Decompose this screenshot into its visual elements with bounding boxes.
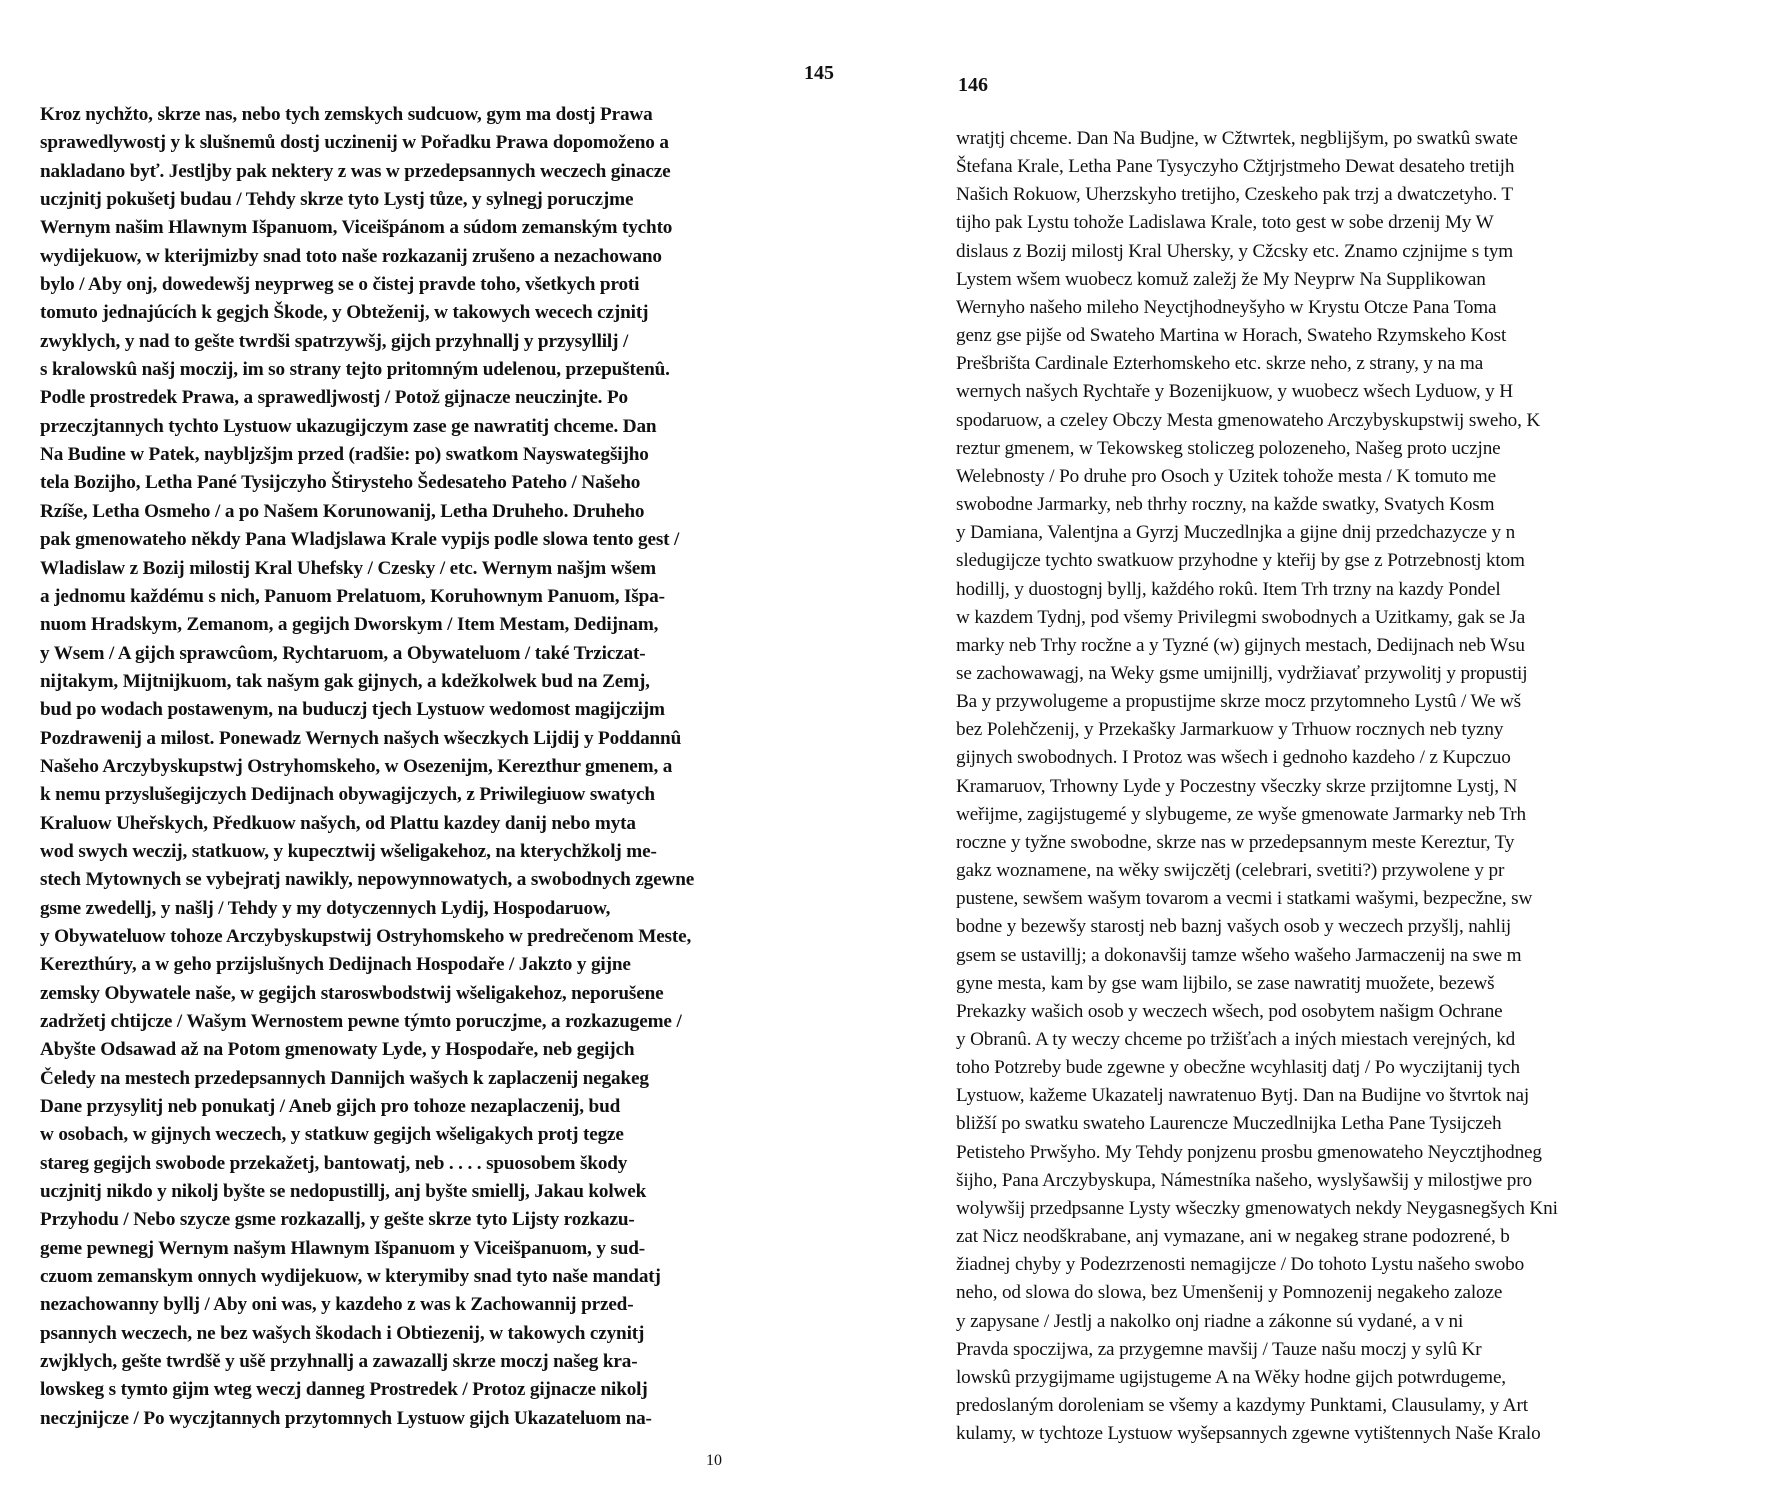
text-line: lowskeg s tymto gijm wteg weczj danneg Prostredek / Protoz gijnacze nikolj [40,1379,648,1401]
text-line: bližší po swatku swateho Laurencze Muczedlnijka Letha Pane Tysijczeh [956,1113,1502,1135]
text-line: dislaus z Bozij milostj Kral Uhersky, y Cžcsky etc. Znamo czjnijme s tym [956,240,1514,262]
text-line: Abyšte Odsawad až na Potom gmenowaty Lyde, y Hospodaře, neb gegijch [40,1039,635,1061]
text-line: neho, od slowa do slowa, bez Umenšenij y Pomnozenij negakeho zaloze [956,1282,1503,1304]
text-line: zat Nicz neodškrabane, anj vymazane, ani w negakeg strane podozrené, b [956,1226,1510,1248]
text-line: gsem se ustavillj; a dokonavšij tamze wšeho wašeho Jarmaczenij na swe m [956,944,1522,966]
text-line: wratjtj chceme. Dan Na Budjne, w Cžtwrtek, negblijšym, po swatkû swate [956,128,1518,149]
text-line: bodne y bezewšy starostj neb baznj vašych osob y weczech przyšlj, nahlij [956,916,1512,938]
text-line: psannych weczech, ne bez wašych škodach i Obtiezenij, w takowych czynitj [40,1322,645,1344]
text-line: predoslaným doroleniam se všemy a kazdymy Punktami, Clausulamy, y Art [956,1395,1528,1417]
text-line: gyne mesta, kam by gse wam lijbilo, se zase nawratitj muožete, bezewš [956,972,1495,994]
text-line: se zachowawagj, na Weky gsme umijnillj, vydržiavať przywolitj y propustij [956,662,1528,684]
text-line: Kramaruov, Trhowny Lyde y Poczestny všeczky skrze przijtomne Lystj, N [956,775,1518,797]
text-line: nakladano byť. Jestljby pak nektery z was w przedepsannych weczech ginacze [40,160,671,182]
text-line: lowskû przygijmame ugijstugeme A na Wěky hodne gijch potwrdugeme, [956,1366,1506,1388]
text-line: Kerezthúry, a w geho przijslušnych Dedijnach Hospodaře / Jakzto y gijne [40,954,631,976]
text-line: nijtakym, Mijtnijkuom, tak našym gak gijnych, a kdežkolwek bud na Zemj, [40,670,650,692]
text-line: Prešbrišta Cardinale Ezterhomskeho etc. skrze neho, z strany, y na ma [956,353,1484,375]
text-line: Na Budine w Patek, naybljzšjm przed (radšie: po) swatkom Nayswategšijho [40,444,649,466]
text-line: Štefana Krale, Letha Pane Tysyczyho Cžtjrjstmeho Dewat desateho tretijh [956,156,1515,178]
text-line: Našich Rokuow, Uherzskyho tretijho, Czeskeho pak trzj a dwatczetyho. T [956,184,1513,206]
text-line: gijnych swobodnych. I Protoz was wšech i gednoho kazdeho / z Kupczuo [956,747,1511,769]
left-page [40,0,842,1500]
text-line: Petisteho Prwšyho. My Tehdy ponjzenu prosbu gmenowateho Neycztjhodneg [956,1141,1542,1163]
text-line: weřijme, zagijstugemé y slybugeme, ze wyše gmenowate Jarmarky neb Trh [956,803,1526,825]
text-line: geme pewnegj Wernym našym Hlawnym Išpanuom y Viceišpanuom, y sud- [40,1237,646,1259]
text-line: Wernym našim Hlawnym Išpanuom, Viceišpánom a súdom zemanským tychto [40,217,673,239]
text-line: Lystuow, kažeme Ukazatelj nawratenuo Bytj. Dan na Budijne vo štvrtok naj [956,1085,1530,1107]
text-line: Przyhodu / Nebo szycze gsme rozkazallj, y gešte skrze tyto Lijsty rozkazu- [40,1209,635,1231]
text-line: zwyklych, y nad to gešte twrdši spatrzywšj, gijch przyhnallj y przysyllilj / [40,330,629,352]
text-line: nuom Hradskym, Zemanom, a gegijch Dworskym / Item Mestam, Dedijnam, [40,614,659,636]
signature-mark: 10 [706,1452,722,1469]
text-line: k nemu przyslušegijczych Dedijnach obywagijczych, z Priwilegiuow swatych [40,784,655,806]
text-line: stech Mytownych se vybejratj nawikly, nepowynnowatych, a swobodnych zgewne [40,869,695,891]
text-line: y Obranû. A ty weczy chceme po tržišťach a iných miestach verejných, kd [956,1029,1516,1050]
text-line: y Wsem / A gijch sprawcûom, Rychtaruom, a Obywateluom / také Trziczat- [40,642,646,664]
text-line: Ba y przywolugeme a propustijme skrze mocz przytomneho Lystû / We wš [956,691,1521,713]
right-page-text [956,125,1736,1448]
text-line: sledugijcze tychto swatkuow przyhodne y kteřij by gse z Potrzebnostj ktom [956,550,1525,572]
left-page-number: 145 [804,62,834,84]
text-line: šijho, Pana Arczybyskupa, Námestníka našeho, wyslyšawšij y milostjwe pro [956,1169,1532,1191]
text-line: w kazdem Tydnj, pod všemy Privilegmi swobodnych a Uzitkamy, gak se Ja [956,606,1526,628]
text-line: marky neb Trhy rocžne a y Tyzné (w) gijnych mestach, Dedijnach neb Wsu [956,634,1525,656]
text-line: Lystem wšem wuobecz komuž zaležj že My Neyprw Na Supplikowan [956,268,1486,290]
text-line: tela Bozijho, Letha Pané Tysijczyho Štirysteho Šedesateho Pateho / Našeho [40,472,641,494]
text-line: Welebnosty / Po druhe pro Osoch y Uzitek tohože mesta / K tomuto me [956,465,1496,487]
text-line: wernych našych Rychtaře y Bozenijkuow, y wuobecz wšech Lyduow, y H [956,381,1513,403]
text-line: uczjnitj nikdo y nikolj byšte se nedopustillj, anj byšte smiellj, Jakau kolwek [40,1181,647,1203]
text-line: pak gmenowateho někdy Pana Wladjslawa Krale vypijs podle slowa tento gest / [40,529,680,551]
right-page-number: 146 [958,74,988,96]
text-line: tomuto jednajúcích k gegjch Škode, y Obteženij, w takowych wecech czjnitj [40,302,649,324]
text-line: zemsky Obywatele naše, w gegijch staroswbodstwij wšeligakehoz, neporušene [40,982,664,1004]
text-line: Prekazky wašich osob y weczech wšech, pod osobytem našigm Ochrane [956,1000,1503,1022]
text-line: toho Potzreby bude zgewne y obecžne wcyhlasitj datj / Po wyczijtanij tych [956,1057,1520,1079]
text-line: Wernyho našeho mileho Neyctjhodneyšyho w Krystu Otcze Pana Toma [956,296,1497,318]
text-line: uczjnitj pokušetj budau / Tehdy skrze tyto Lystj tůze, y sylnegj poruczjme [40,189,634,211]
text-line: pustene, sewšem wašym tovarom a vecmi i statkami wašymi, bezpecžne, sw [956,888,1533,910]
text-line: roczne y tyžne swobodne, skrze nas w przedepsannym meste Kereztur, Ty [956,831,1515,853]
text-line: wydijekuow, w kterijmizby snad toto naše rozkazanij zrušeno a nezachowano [40,245,662,267]
text-line: gsme zwedellj, y našlj / Tehdy y my dotyczennych Lydij, Hospodaruow, [40,897,611,919]
text-line: Wladislaw z Bozij milostij Kral Uhefsky / Czesky / etc. Wernym našjm wšem [40,557,656,579]
right-page [956,0,1736,1500]
text-line: Pravda spoczijwa, za przygemne mavšij / Tauze našu moczj y sylû Kr [956,1338,1482,1360]
text-line: w osobach, w gijnych weczech, y statkuw gegijch wšeligakych protj tegze [40,1124,624,1146]
text-line: y Damiana, Valentjna a Gyrzj Muczedlnjka a gijne dnij przedchazycze y n [956,522,1516,544]
text-line: y zapysane / Jestlj a nakolko onj riadne a zákonne sú vydané, a v ni [956,1310,1464,1332]
text-line: czuom zemanskym onnych wydijekuow, w kterymiby snad tyto naše mandatj [40,1266,661,1288]
text-line: zadržetj chtijcze / Wašym Wernostem pewne týmto poruczjme, a rozkazugeme / [40,1011,682,1032]
text-line: spodaruow, a czeley Obczy Mesta gmenowateho Arczybyskupstwij sweho, K [956,409,1541,431]
left-page-text [40,101,842,1433]
text-line: bez Polehčzenij, y Przekašky Jarmarkuow y Trhuow rocznych neb tyzny [956,719,1504,741]
text-line: Našeho Arczybyskupstwj Ostryhomskeho, w Osezenijm, Kerezthur gmenem, a [40,755,673,777]
text-line: žiadnej chyby y Podezrzenosti nemagijcze / Do tohoto Lystu našeho swobo [956,1254,1525,1276]
text-line: hodillj, y duostognj byllj, každého rokû. Item Trh trzny na kazdy Pondel [956,578,1501,600]
text-line: tijho pak Lystu tohože Ladislawa Krale, toto gest w sobe drzenij My W [956,212,1494,234]
text-line: swobodne Jarmarky, neb thrhy roczny, na každe swatky, Svatych Kosm [956,494,1495,516]
text-line: Rzíše, Letha Osmeho / a po Našem Korunowanij, Letha Druheho. Druheho [40,500,645,522]
text-line: y Obywateluow tohoze Arczybyskupstwij Ostryhomskeho w predrečenom Meste, [40,925,692,947]
text-line: genz gse pijše od Swateho Martina w Horach, Swateho Rzymskeho Kost [956,325,1507,347]
text-line: gakz woznamene, na wěky swijczětj (celebrari, svetiti?) przywolene y pr [956,860,1505,882]
text-line: Kraluow Uheřskych, Předkuow našych, od Plattu kazdey danij nebo myta [40,812,636,834]
text-line: bud po wodach postawenym, na buduczj tjech Lystuow wedomost magijczijm [40,699,665,721]
text-line: zwjklych, gešte twrdšě y ušě przyhnallj a zawazallj skrze moczj našeg kra- [40,1351,638,1373]
text-line: kulamy, w tychtoze Lystuow wyšepsannych zgewne vytištennych Naše Kralo [956,1423,1541,1445]
text-line: stareg gegijch swobode przekažetj, bantowatj, neb . . . . spuosobem škody [40,1152,628,1174]
text-line: Podle prostredek Prawa, a sprawedljwostj / Potož gijnacze neuczinjte. Po [40,387,628,409]
text-line: neczjnijcze / Po wyczjtannych przytomnych Lystuow gijch Ukazateluom na- [40,1407,652,1429]
text-line: nezachowanny byllj / Aby oni was, y kazdeho z was k Zachowannij przed- [40,1294,634,1316]
text-line: Dane przysylitj neb ponukatj / Aneb gijch pro tohoze nezaplaczenij, bud [40,1096,621,1118]
text-line: Kroz nychžto, skrze nas, nebo tych zemskych sudcuow, gym ma dostj Prawa [40,104,653,125]
text-line: s kralowskû našj moczij, im so strany tejto pritomným udelenou, przepuštenû. [40,359,670,381]
text-line: reztur gmenem, w Tekowskeg stoliczeg polozeneho, Našeg proto uczjne [956,437,1501,459]
text-line: przeczjtannych tychto Lystuow ukazugijczym zase ge nawratitj chceme. Dan [40,415,657,437]
text-line: Čeledy na mestech przedepsannych Dannijch wašych k zaplaczenij negakeg [40,1067,649,1089]
text-line: wolywšij przedpsanne Lysty wšeczky gmenowatych nekdy Neygasnegšych Kni [956,1197,1558,1219]
text-line: Pozdrawenij a milost. Ponewadz Wernych našych wšeczkych Lijdij y Poddannû [40,727,682,749]
text-line: sprawedlywostj y k slušnemů dostj uczinenij w Pořadku Prawa dopomoženo a [40,132,669,154]
text-line: bylo / Aby onj, dowedewšj neyprweg se o čistej pravde toho, všetkych proti [40,274,640,296]
text-line: a jednomu každému s nich, Panuom Prelatuom, Koruhownym Panuom, Išpa- [40,585,665,607]
text-line: wod swych weczij, statkuow, y kupecztwij wšeligakehoz, na kterychžkolj me- [40,840,657,862]
